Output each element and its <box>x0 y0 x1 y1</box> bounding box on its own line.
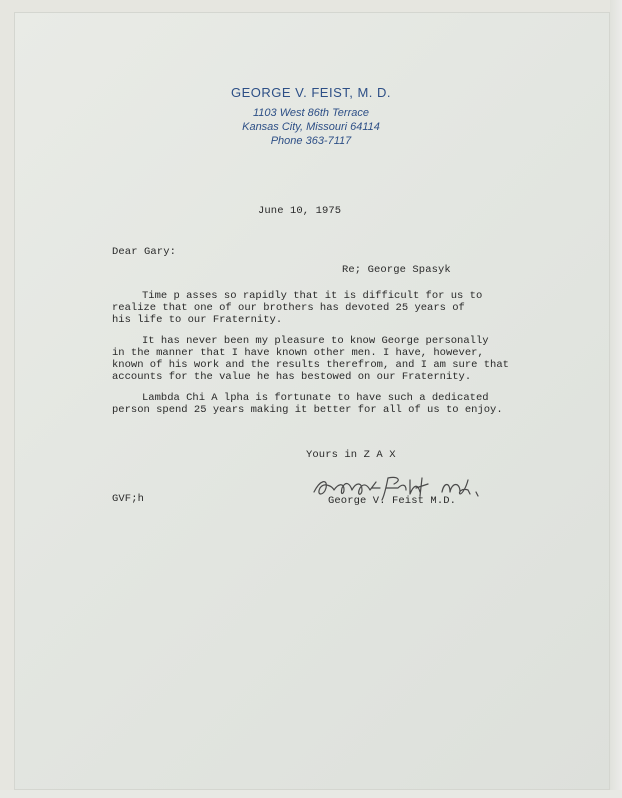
paragraph-3 <box>112 392 503 416</box>
paragraph-1 <box>112 290 482 326</box>
page-edge-shadow <box>610 0 622 798</box>
typist-initials: GVF;h <box>112 493 145 505</box>
printed-signature: George V. Feist M.D. <box>328 495 457 507</box>
paragraph-2 <box>112 335 509 383</box>
paragraph-2-line: in the manner that I have known other men. I have, however, <box>112 347 484 359</box>
paragraph-2-line: It has never been my pleasure to know George personally <box>142 335 489 347</box>
closing: Yours in Z A X <box>306 449 396 461</box>
page-bottom-edge <box>0 790 622 798</box>
paragraph-1-line: his life to our Fraternity. <box>112 314 283 326</box>
letterhead-phone: Phone 363-7117 <box>270 135 352 147</box>
paragraph-1-line: realize that one of our brothers has devoted 25 years of <box>112 302 465 314</box>
re-line: Re; George Spasyk <box>342 264 451 276</box>
paragraph-2-line: accounts for the value he has bestowed on our Fraternity. <box>112 371 472 383</box>
salutation: Dear Gary: <box>112 246 177 258</box>
paragraph-2-line: known of his work and the results therefrom, and I am sure that <box>112 359 509 371</box>
letterhead-name: GEORGE V. FEIST, M. D. <box>230 85 392 100</box>
paragraph-1-line: Time p asses so rapidly that it is difficult for us to <box>142 290 483 302</box>
letter-date: June 10, 1975 <box>258 205 342 217</box>
paragraph-3-line: Lambda Chi A lpha is fortunate to have such a dedicated <box>142 392 489 404</box>
letterhead-address: 1103 West 86th Terrace <box>253 107 369 119</box>
paragraph-3-line: person spend 25 years making it better for all of us to enjoy. <box>112 404 503 416</box>
letterhead-city: Kansas City, Missouri 64114 <box>242 121 380 133</box>
